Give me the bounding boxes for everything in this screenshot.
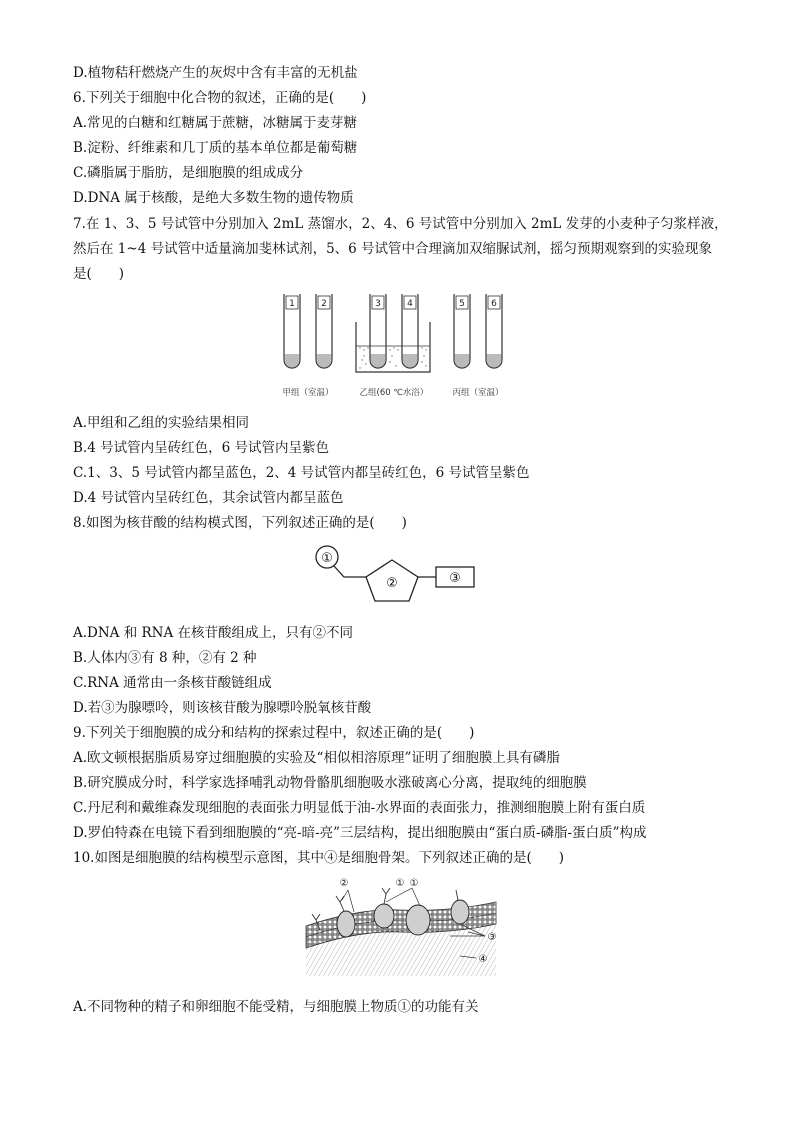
q8-option-c: C.RNA 通常由一条核苷酸链组成: [73, 675, 272, 691]
label-protein-b: ①: [409, 878, 419, 889]
protein-1: [337, 911, 355, 937]
q9-option-c: C.丹尼利和戴维森发现细胞的表面张力明显低于油-水界面的表面张力，推测细胞膜上附有蛋白质: [73, 800, 646, 816]
q8-option-d: D.若③为腺嘌呤，则该核苷酸为腺嘌呤脱氧核苷酸: [73, 700, 372, 716]
q6-option-a: A.常见的白糖和红糖属于蔗糖，冰糖属于麦芽糖: [73, 115, 358, 131]
q8-option-a: A.DNA 和 RNA 在核苷酸组成上，只有②不同: [73, 625, 354, 641]
label-glycoprotein: ②: [339, 878, 349, 889]
tube-number-5: 5: [459, 299, 465, 309]
q9-stem: 9.下列关于细胞膜的成分和结构的探索过程中，叙述正确的是( ): [73, 725, 475, 741]
label-base: ③: [449, 571, 461, 586]
q9-option-b: B.研究膜成分时，科学家选择哺乳动物骨骼肌细胞吸水涨破离心分离，提取纯的细胞膜: [73, 775, 587, 791]
q6-option-c: C.磷脂属于脂肪，是细胞膜的组成成分: [73, 165, 304, 181]
phosphate-sugar-bond: [334, 566, 366, 577]
label-sugar: ②: [386, 576, 398, 591]
q7-stem-line2: 然后在 1~4 号试管中适量滴加斐林试剂，5、6 号试管中合理滴加双缩脲试剂，摇匀预期观察到的实验现象: [73, 241, 713, 257]
water-bath: [356, 322, 430, 372]
tube-number-2: 2: [321, 299, 327, 309]
q10-stem: 10.如图是细胞膜的结构模型示意图，其中④是细胞骨架。下列叙述正确的是( ): [73, 850, 565, 866]
q5-option-d: D.植物秸秆燃烧产生的灰烬中含有丰富的无机盐: [73, 65, 358, 81]
q10-option-a: A.不同物种的精子和卵细胞不能受精，与细胞膜上物质①的功能有关: [73, 999, 479, 1015]
q6-option-b: B.淀粉、纤维素和几丁质的基本单位都是葡萄糖: [73, 140, 358, 156]
label-cytoskeleton: ④: [478, 954, 488, 965]
nucleotide-figure: [308, 540, 480, 610]
protein-2: [374, 904, 394, 928]
tube-number-1: 1: [289, 299, 295, 309]
q6-stem: 6.下列关于细胞中化合物的叙述，正确的是( ): [73, 90, 367, 106]
q9-option-d: D.罗伯特森在电镜下看到细胞膜的“亮-暗-亮”三层结构，提出细胞膜由“蛋白质-磷脂-蛋白质”构成: [73, 825, 647, 841]
protein-4: [451, 900, 469, 924]
q7-option-c: C.1、3、5 号试管内都呈蓝色，2、4 号试管内都呈砖红色，6 号试管呈紫色: [73, 465, 530, 481]
q7-option-b: B.4 号试管内呈砖红色，6 号试管内呈紫色: [73, 440, 329, 456]
group-label-a: 甲组（室温）: [282, 388, 334, 398]
q7-option-d: D.4 号试管内呈砖红色，其余试管内都呈蓝色: [73, 490, 344, 506]
q7-stem-line3: 是( ): [73, 266, 125, 282]
tube-number-6: 6: [491, 299, 497, 309]
test-tube-figure: [278, 290, 518, 402]
q8-option-b: B.人体内③有 8 种，②有 2 种: [73, 650, 257, 666]
group-label-c: 丙组（室温）: [452, 388, 504, 398]
q9-option-a: A.欧文顿根据脂质易穿过细胞膜的实验及“相似相溶原理”证明了细胞膜上具有磷脂: [73, 750, 560, 766]
label-phosphate: ①: [321, 551, 333, 566]
tube-number-3: 3: [375, 299, 381, 309]
q6-option-d: D.DNA 属于核酸，是绝大多数生物的遗传物质: [73, 190, 354, 206]
label-protein-a: ①: [395, 878, 405, 889]
group-label-b: 乙组(60 ℃水浴）: [359, 388, 429, 398]
membrane-figure: [300, 872, 504, 982]
protein-3: [406, 905, 430, 935]
q7-option-a: A.甲组和乙组的实验结果相同: [73, 415, 250, 431]
label-bilayer: ③: [487, 932, 497, 943]
tube-number-4: 4: [407, 299, 413, 309]
q8-stem: 8.如图为核苷酸的结构模式图，下列叙述正确的是( ): [73, 515, 407, 531]
q7-stem-line1: 7.在 1、3、5 号试管中分别加入 2mL 蒸馏水，2、4、6 号试管中分别加入 2mL 发芽的小麦种子匀浆样液，: [73, 216, 728, 232]
